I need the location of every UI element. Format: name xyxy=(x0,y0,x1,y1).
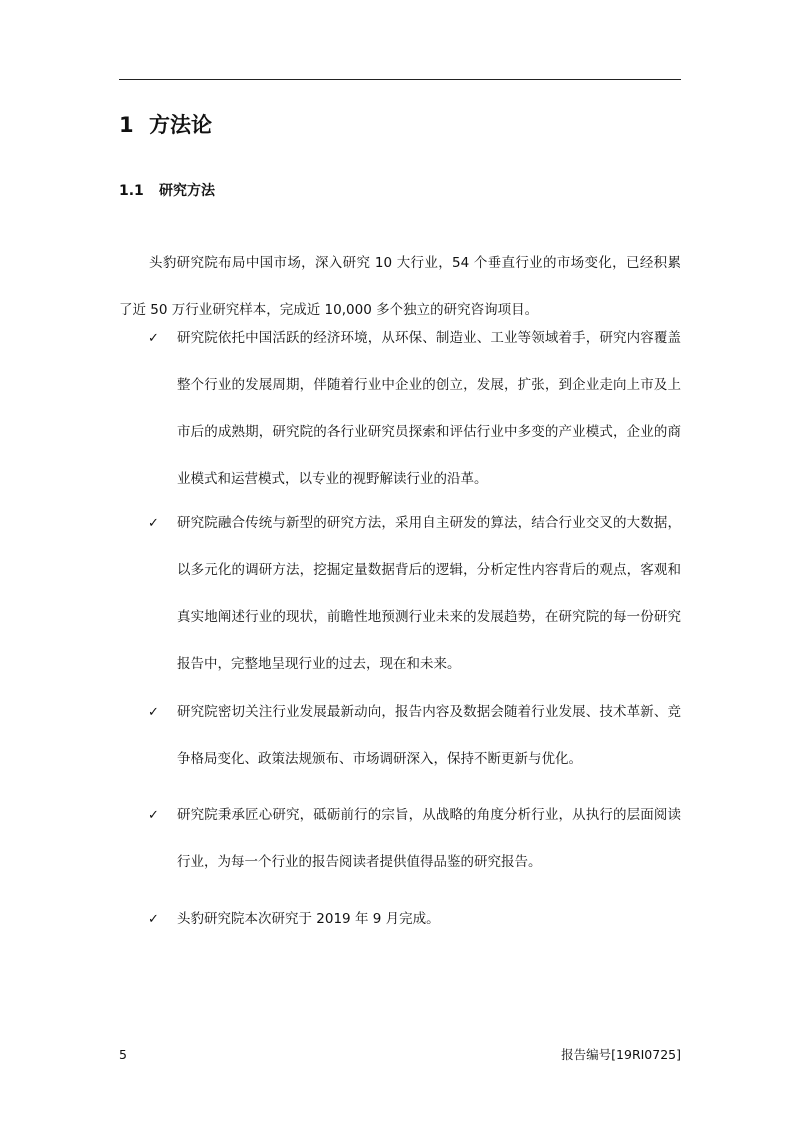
header-rule xyxy=(119,79,681,80)
checkmark-icon: ✓ xyxy=(148,516,159,531)
subsection-title: 研究方法 xyxy=(159,183,215,199)
page-number: 5 xyxy=(119,1047,127,1062)
bullet-item xyxy=(148,792,681,886)
checkmark-icon: ✓ xyxy=(148,808,159,823)
subsection-number: 1.1 xyxy=(119,183,144,199)
intro-paragraph: 头豹研究院布局中国市场，深入研究 10 大行业，54 个垂直行业的市场变化，已经积累了近 50 万行业研究样本，完成近 10,000 多个独立的研究咨询项目。 xyxy=(119,255,681,318)
bullet-item xyxy=(148,500,681,688)
section-number: 1 xyxy=(119,113,134,137)
bullet-item xyxy=(148,315,681,503)
bullet-item xyxy=(148,896,681,943)
bullet-text: 研究院融合传统与新型的研究方法，采用自主研发的算法，结合行业交叉的大数据，以多元化的调研方法，挖掘定量数据背后的逻辑，分析定性内容背后的观点，客观和真实地阐述行业的现状，前瞻性地预测行业未来的发展趋势，在研究院的每一份研究报告中，完整地呈现行业的过去，现在和未来。 xyxy=(177,515,681,672)
bullet-text: 研究院依托中国活跃的经济环境，从环保、制造业、工业等领域着手，研究内容覆盖整个行业的发展周期，伴随着行业中企业的创立，发展，扩张，到企业走向上市及上市后的成熟期，研究院的各行业研究员探索和评估行业中多变的产业模式，企业的商业模式和运营模式，以专业的视野解读行业的沿革。 xyxy=(177,330,681,487)
bullet-text: 研究院密切关注行业发展最新动向，报告内容及数据会随着行业发展、技术革新、竞争格局变化、政策法规颁布、市场调研深入，保持不断更新与优化。 xyxy=(177,704,681,767)
bullet-text: 研究院秉承匠心研究，砥砺前行的宗旨，从战略的角度分析行业，从执行的层面阅读行业，为每一个行业的报告阅读者提供值得品鉴的研究报告。 xyxy=(177,807,681,870)
checkmark-icon: ✓ xyxy=(148,912,159,927)
report-code: 报告编号[19RI0725] xyxy=(561,1047,681,1062)
section-heading xyxy=(119,111,212,139)
subsection-heading xyxy=(119,181,215,201)
checkmark-icon: ✓ xyxy=(148,705,159,720)
bullet-text: 头豹研究院本次研究于 2019 年 9 月完成。 xyxy=(177,911,440,927)
bullet-item xyxy=(148,689,681,783)
checkmark-icon: ✓ xyxy=(148,331,159,346)
section-title: 方法论 xyxy=(149,113,212,137)
